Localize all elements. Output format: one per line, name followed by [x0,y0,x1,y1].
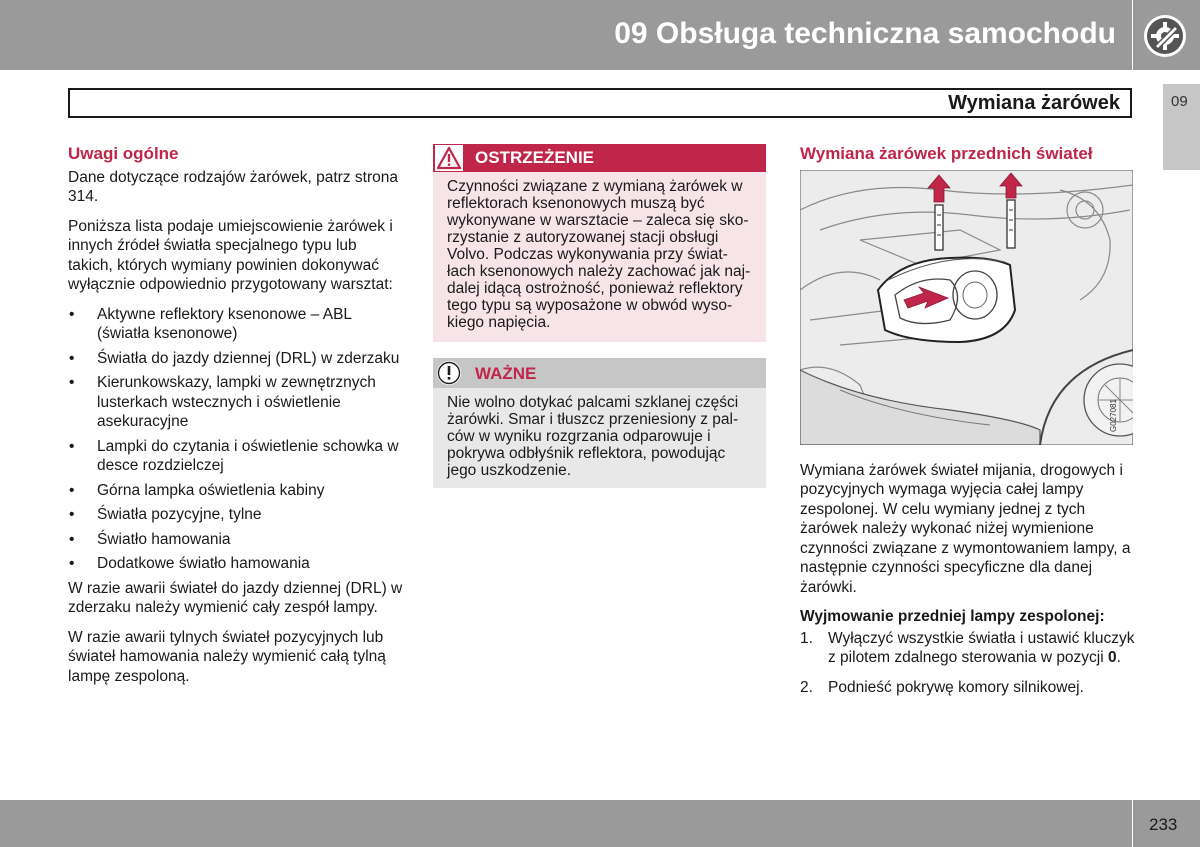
list-item [68,505,403,525]
step-end: . [1116,649,1121,666]
warning-line: Czynności związane z wymianą żarówek w [447,178,743,195]
warning-line: kiego napięcia. [447,314,551,331]
warning-box [433,144,766,342]
removal-subheading: Wyjmowanie przedniej lampy zespolonej: [800,608,1105,625]
footer-bar [0,800,1132,847]
warning-triangle-icon [435,145,463,171]
step-item [800,678,1135,698]
warning-line: tego typu są wyposażone w obwód wyso- [447,297,733,314]
list-item [68,349,403,369]
removal-steps [800,629,1135,698]
step-text: Podnieść pokrywę komory silnikowej. [828,678,1084,696]
list-item [68,554,403,574]
workshop-list-paragraph: Poniższa lista podaje umiejscowienie żarówek i innych źródeł światła specjalnego typu lub takich, których wymiany powinien dokonywać wyłącznie odpowiednio przygotowany warsztat: [68,217,393,293]
headlight-paragraph: Wymiana żarówek świateł mijania, drogowych i pozycyjnych wymaga wyjęcia całej lampy zespolonej. W celu wymiany jednej z tych żarówek należy wykonać niżej wymienione czynności związane z wymontowaniem lampy, a następnie czynności specyficzne dla danej żarówki. [800,461,1131,596]
warning-line: wykonywane w warsztacie – zaleca się sko- [447,212,749,229]
drl-paragraph: W razie awarii świateł do jazdy dziennej (DRL) w zderzaku należy wymienić cały zespół lampy. [68,579,403,616]
important-line: żarówki. Smar i tłuszcz przeniesiony z pal- [447,411,739,428]
header-icon-box [1133,0,1200,70]
bullet-icon: • [69,305,75,323]
figure-code: G027081 [1109,399,1118,432]
list-item-text: Światła do jazdy dziennej (DRL) w zderzaku [97,349,400,367]
bullet-icon: • [69,481,75,499]
headlight-illustration [800,170,1133,445]
step-number: 2. [800,678,813,696]
list-item-text: Kierunkowskazy, lampki w zewnętrznych lusterkach wstecznych i oświetlenie asekuracyjne [97,374,376,430]
warning-line: Volvo. Podczas wykonywania przy świat- [447,246,728,263]
important-text [447,394,755,479]
bullet-icon: • [69,530,75,548]
chapter-tab-label: 09 [1171,93,1188,110]
important-line: pokrywa odbłyśnik reflektora, powodując [447,445,726,462]
important-line: jego uszkodzenie. [447,462,572,479]
bullet-icon: • [69,555,75,572]
exclamation-circle-icon [436,360,462,386]
header-bar [0,0,1132,70]
page-number-box [1133,800,1200,847]
page-number: 233 [1149,815,1178,834]
chapter-title: 09 Obsługa techniczna samochodu [614,17,1116,50]
chapter-tab [1163,84,1200,170]
important-box [433,358,766,488]
list-item-text: Światła pozycyjne, tylne [97,506,262,523]
list-item [68,530,403,550]
rear-lights-paragraph: W razie awarii tylnych świateł pozycyjnych lub świateł hamowania należy wymienić całą tylną lampę zespoloną. [68,628,386,685]
column-general-notes [68,144,403,696]
warning-line: dalej idącą ostrożność, ponieważ reflektory [447,280,743,297]
warning-line: rzystanie z autoryzowanej stacji obsługi [447,229,719,246]
section-title: Wymiana żarówek [948,92,1120,114]
warning-text [447,178,755,331]
bullet-icon: • [69,506,75,523]
section-title-box [68,88,1132,118]
bullet-icon: • [69,437,75,455]
important-line: ców w wyniku rozgrzania odparowuje i [447,428,711,445]
list-item [68,305,403,344]
list-item-text: Światło hamowania [97,530,231,548]
step-text: Wyłączyć wszystkie światła i ustawić kluczyk z pilotem zdalnego sterowania w pozycji [828,629,1135,666]
intro-paragraph: Dane dotyczące rodzajów żarówek, patrz strona 314. [68,168,398,205]
list-item-text: Górna lampka oświetlenia kabiny [97,481,325,499]
step-bold-value: 0 [1108,649,1117,666]
general-notes-heading: Uwagi ogólne [68,144,179,163]
headlight-heading: Wymiana żarówek przednich świateł [800,144,1093,163]
important-line: Nie wolno dotykać palcami szklanej części [447,394,739,411]
list-item-text: Aktywne reflektory ksenonowe – ABL (światła ksenonowe) [97,305,352,342]
wrench-gear-icon [1141,12,1189,60]
warning-header [433,144,766,172]
step-item [800,629,1135,668]
important-header [433,358,766,388]
warning-line: łach ksenonowych należy zachować jak naj- [447,263,751,280]
list-item-text: Lampki do czytania i oświetlenie schowka w desce rozdzielczej [97,437,399,474]
warning-title: OSTRZEŻENIE [475,148,595,167]
important-title: WAŻNE [475,364,537,383]
bullet-icon: • [69,374,75,391]
list-item [68,373,403,432]
list-item [68,437,403,476]
warning-line: reflektorach ksenonowych muszą być [447,195,705,212]
step-number: 1. [800,629,813,647]
light-source-list [68,305,403,574]
list-item-text: Dodatkowe światło hamowania [97,555,310,572]
list-item [68,481,403,501]
bullet-icon: • [69,349,75,367]
